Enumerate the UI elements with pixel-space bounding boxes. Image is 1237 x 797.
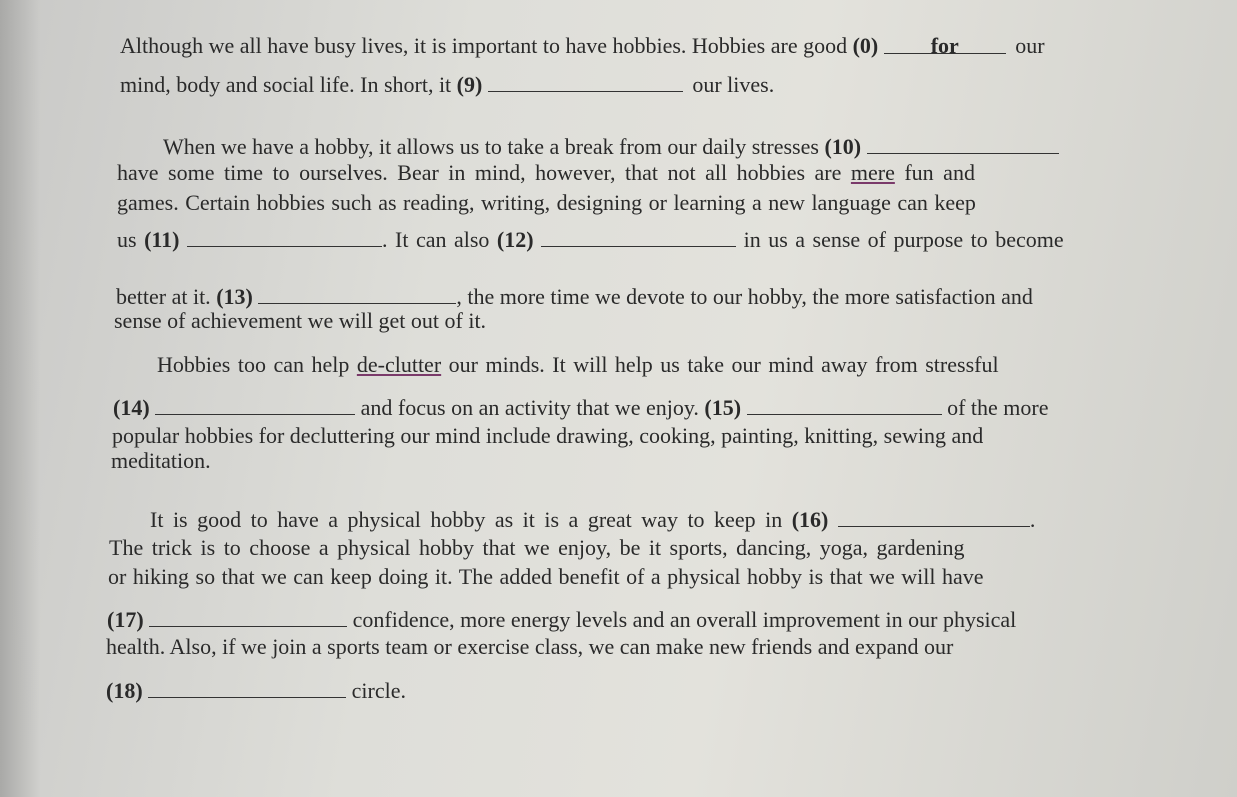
- answer-blank-18[interactable]: [148, 677, 346, 698]
- p4-text-3: or hiking so that we can keep doing it. The added benefit of a physical hobby is that we will have: [108, 564, 984, 589]
- answer-blank-12[interactable]: [541, 226, 736, 247]
- item-number-9: (9): [456, 72, 483, 97]
- item-number-17: (17): [107, 607, 144, 632]
- p4-text-5: health. Also, if we join a sports team or exercise class, we can make new friends and expand our: [106, 634, 954, 659]
- answer-blank-13[interactable]: [258, 283, 456, 304]
- p3-text-2b: of the more: [947, 395, 1049, 420]
- item-number-0: (0): [852, 33, 879, 58]
- answer-blank-11[interactable]: [187, 226, 382, 247]
- p3-text-3: popular hobbies for decluttering our mind include drawing, cooking, painting, knitting, sewing and: [112, 423, 984, 448]
- item-number-16: (16): [791, 507, 829, 532]
- answer-blank-0[interactable]: for: [884, 33, 1006, 54]
- p3-text-2a: and focus on an activity that we enjoy.: [360, 395, 699, 420]
- p4-line-4: [107, 606, 1016, 633]
- p1-text-2-end: our lives.: [692, 72, 775, 97]
- p4-text-2: The trick is to choose a physical hobby that we enjoy, be it sports, dancing, yoga, gardening: [109, 535, 965, 560]
- p2-line-1: [163, 133, 1059, 160]
- item-number-15: (15): [704, 395, 742, 420]
- p4-line-1: [150, 506, 1035, 533]
- item-number-10: (10): [824, 134, 862, 159]
- p4-line-6: [106, 677, 406, 704]
- p3-text-1b: our minds. It will help us take our mind away from stressful: [448, 352, 999, 377]
- item-number-14: (14): [113, 395, 150, 420]
- p4-line-3: [108, 564, 984, 590]
- answer-blank-9[interactable]: [488, 71, 683, 92]
- answer-blank-10[interactable]: [867, 133, 1059, 154]
- p3-text-4: meditation.: [111, 448, 211, 473]
- p2-text-3: games. Certain hobbies such as reading, writing, designing or learning a new language can keep: [117, 190, 976, 215]
- p3-word-declutter: de-clutter: [356, 352, 442, 377]
- p1-text-end: our: [1015, 33, 1045, 58]
- p3-line-4: [111, 448, 211, 474]
- p2-line-3: [117, 190, 976, 216]
- p1-line-1: [120, 33, 1045, 59]
- p2-text-2a: have some time to ourselves. Bear in mind, however, that not all hobbies are: [117, 160, 842, 185]
- p3-line-2: [113, 394, 1048, 421]
- p2-text-5b: , the more time we devote to our hobby, the more satisfaction and: [456, 284, 1033, 309]
- p3-line-1: [157, 352, 999, 378]
- answer-blank-17[interactable]: [149, 606, 347, 627]
- p2-line-5: [116, 283, 1033, 310]
- p2-text-5a: better at it.: [116, 284, 211, 309]
- p2-text-6: sense of achievement we will get out of it.: [114, 308, 487, 333]
- p4-text-1-end: .: [1029, 507, 1036, 532]
- answer-blank-16[interactable]: [838, 506, 1030, 527]
- answer-blank-15[interactable]: [747, 394, 942, 415]
- item-number-18: (18): [106, 678, 143, 703]
- p1-line-2: [120, 71, 774, 98]
- p2-text-1: When we have a hobby, it allows us to take a break from our daily stresses: [163, 134, 819, 159]
- p4-line-2: [109, 535, 965, 561]
- p2-word-mere: mere: [850, 160, 895, 185]
- p3-text-1a: Hobbies too can help: [157, 352, 350, 377]
- p2-text-2b: fun and: [904, 160, 975, 185]
- p2-text-4a: us: [117, 227, 137, 252]
- p1-text: Although we all have busy lives, it is important to have hobbies. Hobbies are good: [120, 33, 848, 58]
- p4-text-1: It is good to have a physical hobby as it is a great way to keep in: [150, 507, 783, 532]
- item-number-12: (12): [496, 227, 534, 252]
- p4-line-5: [106, 634, 953, 660]
- p2-line-2: [117, 160, 975, 186]
- page-edge-shadow: [0, 0, 40, 797]
- answer-blank-14[interactable]: [155, 394, 355, 415]
- p2-text-4b: . It can also: [382, 227, 490, 252]
- p3-line-3: [112, 423, 983, 449]
- item-number-13: (13): [216, 284, 253, 309]
- item-number-11: (11): [144, 227, 180, 252]
- p2-line-6: [114, 308, 486, 334]
- p2-line-4: [117, 226, 1064, 253]
- p2-text-4c: in us a sense of purpose to become: [743, 227, 1064, 252]
- p4-text-6b: circle.: [351, 678, 407, 703]
- p4-text-4b: confidence, more energy levels and an overall improvement in our physical: [352, 607, 1017, 632]
- p1-text-2: mind, body and social life. In short, it: [120, 72, 452, 97]
